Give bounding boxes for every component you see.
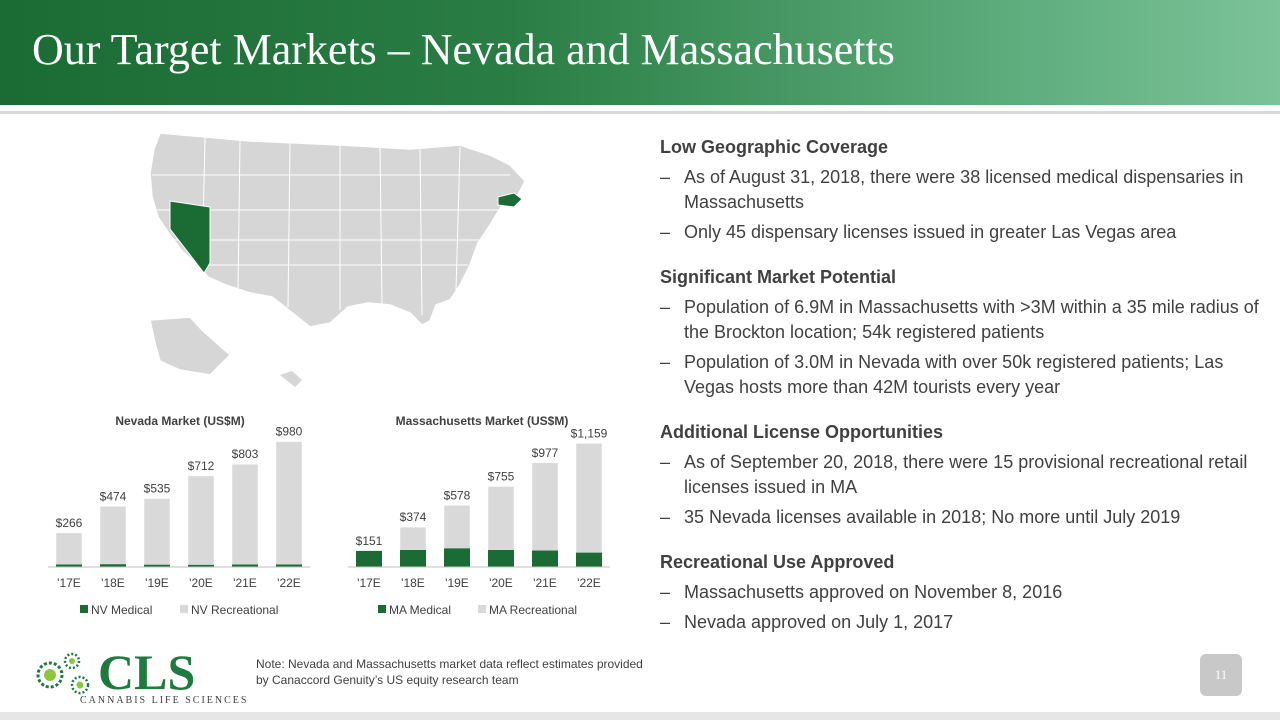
section-license-opportunities — [660, 420, 1260, 530]
bar-recreational — [444, 505, 470, 548]
bar-total-label: $151 — [355, 533, 383, 548]
cls-logo — [30, 645, 250, 705]
legend-swatch-medical — [378, 605, 386, 613]
divider-line — [0, 111, 1280, 114]
bar-total-label: $535 — [143, 481, 171, 496]
x-tick-label: '20E — [189, 576, 213, 590]
legend-swatch-recreational — [478, 605, 486, 613]
bar-recreational — [100, 506, 126, 564]
x-tick-label: '19E — [445, 576, 469, 590]
legend-label-medical: MA Medical — [389, 603, 452, 617]
x-tick-label: '21E — [533, 576, 557, 590]
legend-label-recreational: NV Recreational — [191, 603, 279, 617]
bar-total-label: $755 — [487, 469, 515, 484]
bullet-item: – Only 45 dispensary licenses issued in greater Las Vegas area — [660, 222, 1177, 242]
bar-medical — [356, 551, 382, 567]
bar-recreational — [144, 499, 170, 565]
bar-total-label: $474 — [99, 489, 127, 504]
bar-total-label: $578 — [443, 488, 471, 503]
bars-group — [56, 425, 303, 567]
logo-tagline: CANNABIS LIFE SCIENCES — [80, 695, 249, 705]
legend — [80, 603, 278, 617]
bullet-item: – As of August 31, 2018, there were 38 licensed medical dispensaries in Massachusetts — [660, 167, 1244, 212]
bullet-item: – Massachusetts approved on November 8, 2016 — [660, 582, 1063, 602]
bullet-item: – As of September 20, 2018, there were 15 provisional recreational retail licenses issued in MA — [660, 452, 1248, 497]
bullet-item: – Population of 6.9M in Massachusetts with >3M within a 35 mile radius of the Brockton location; 54k registered patients — [660, 297, 1259, 342]
nevada-highlight — [170, 201, 210, 273]
massachusetts-market-chart — [340, 405, 630, 625]
bar-recreational — [276, 442, 302, 565]
section-market-potential — [660, 265, 1260, 400]
bar-recreational — [532, 463, 558, 551]
bar-recreational — [56, 533, 82, 564]
bar-recreational — [188, 476, 214, 565]
footnote: Note: Nevada and Massachusetts market data reflect estimates provided by Canaccord Genuity’s US equity research team — [256, 657, 643, 687]
bars-group — [356, 426, 608, 567]
x-tick-label: '20E — [489, 576, 513, 590]
legend-label-recreational: MA Recreational — [489, 603, 578, 617]
legend-label-medical: NV Medical — [91, 603, 153, 617]
x-tick-label: '17E — [357, 576, 381, 590]
section-title: Significant Market Potential — [660, 267, 897, 287]
legend-swatch-medical — [80, 605, 88, 613]
page-title: Our Target Markets – Nevada and Massachusetts — [32, 25, 895, 74]
bar-total-label: $980 — [275, 424, 303, 439]
market-points — [660, 135, 1260, 655]
x-tick-label: '22E — [277, 576, 301, 590]
bullet-item: – Population of 3.0M in Nevada with over 50k registered patients; Las Vegas hosts more than 42M tourists every year — [660, 352, 1224, 397]
x-tick-label: '18E — [101, 576, 125, 590]
bar-total-label: $1,159 — [570, 426, 608, 441]
legend — [378, 603, 577, 617]
bullet-item: – 35 Nevada licenses available in 2018; No more until July 2019 — [660, 507, 1181, 527]
bar-recreational — [400, 527, 426, 550]
bar-recreational — [488, 486, 514, 549]
bar-medical — [488, 550, 514, 567]
x-tick-label: '19E — [145, 576, 169, 590]
bar-recreational — [232, 464, 258, 564]
bar-medical — [400, 550, 426, 567]
section-title: Additional License Opportunities — [660, 422, 944, 442]
x-tick-label: '21E — [233, 576, 257, 590]
section-geographic-coverage — [660, 135, 1260, 245]
chart-title: Massachusetts Market (US$M) — [395, 414, 569, 428]
x-tick-label: '22E — [577, 576, 601, 590]
logo-emblem — [38, 654, 88, 693]
bar-medical — [576, 553, 602, 567]
bar-total-label: $266 — [55, 515, 83, 530]
us-map — [130, 125, 540, 400]
x-tick-label: '17E — [57, 576, 81, 590]
alaska-shape — [150, 317, 230, 375]
bar-total-label: $374 — [399, 510, 427, 525]
bar-recreational — [576, 443, 602, 552]
hawaii-shape — [280, 371, 302, 387]
nevada-market-chart — [40, 405, 330, 625]
page-number: 11 — [1200, 654, 1242, 696]
bullet-item: – Nevada approved on July 1, 2017 — [660, 612, 954, 632]
title-banner — [0, 0, 1280, 105]
logo-wordmark: CLS — [98, 645, 196, 700]
footer-bar — [0, 712, 1280, 720]
x-tick-label: '18E — [401, 576, 425, 590]
bar-medical — [532, 550, 558, 567]
chart-title: Nevada Market (US$M) — [115, 414, 245, 428]
section-title: Low Geographic Coverage — [660, 137, 889, 157]
bar-total-label: $977 — [531, 445, 559, 460]
section-title: Recreational Use Approved — [660, 552, 895, 572]
bar-total-label: $803 — [231, 447, 259, 462]
legend-swatch-recreational — [180, 605, 188, 613]
section-recreational-approved — [660, 550, 1260, 635]
bar-total-label: $712 — [187, 458, 215, 473]
bar-medical — [444, 548, 470, 567]
